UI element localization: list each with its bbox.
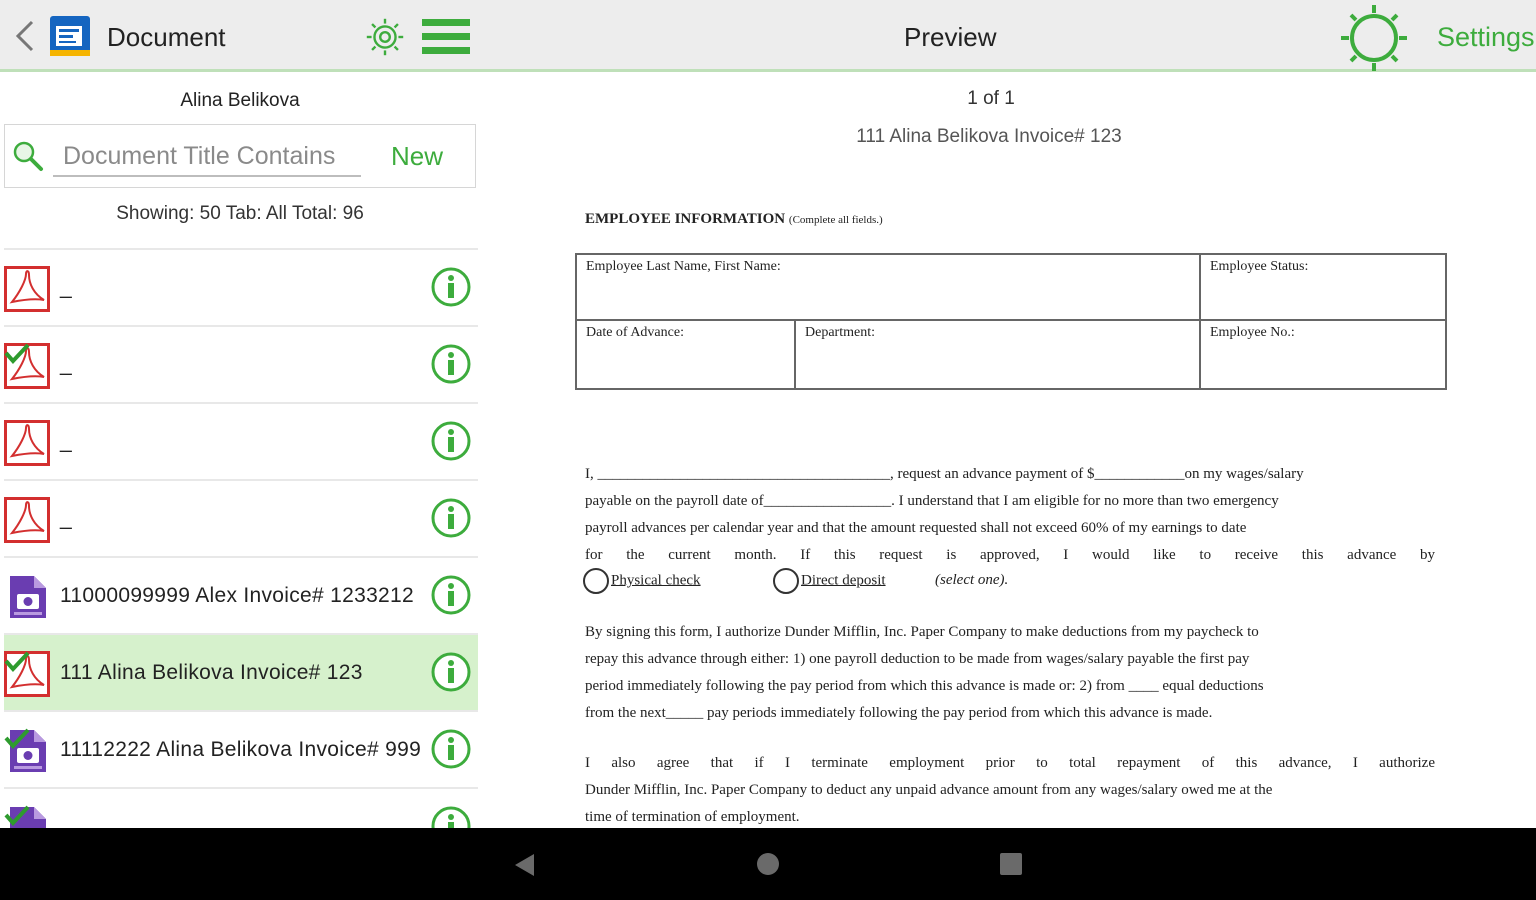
info-icon[interactable] (431, 575, 471, 615)
top-app-bar (0, 0, 1536, 72)
field-employee-no: Employee No.: (1210, 325, 1295, 340)
new-document-button[interactable]: New (391, 141, 444, 171)
list-item[interactable] (4, 325, 478, 402)
list-item-title: 11000099999 Alex Invoice# 1233212 (60, 584, 414, 607)
employee-info-table (575, 253, 1447, 390)
paragraph-authorization (585, 619, 1435, 727)
field-employee-status: Employee Status: (1201, 255, 1445, 321)
para1-line4: for the current month. If this request is approved, I would like to receive this advance by (585, 547, 1435, 563)
pdf-icon (4, 420, 50, 466)
option-direct-label: Direct deposit (801, 572, 886, 589)
app-title: Document (107, 22, 226, 52)
field-date-of-advance: Date of Advance: (577, 321, 796, 388)
option-physical-check[interactable] (583, 568, 701, 594)
search-input[interactable] (53, 137, 361, 177)
section-heading (585, 211, 883, 228)
pdf-checked-icon (4, 651, 50, 697)
option-direct-deposit[interactable] (773, 568, 886, 594)
list-item[interactable] (4, 710, 478, 787)
page-indicator: 1 of 1 (967, 88, 1015, 109)
hamburger-menu-icon[interactable] (422, 18, 470, 56)
para1-line1: I, _______________________________________, request an advance payment of $____________on my wages/salary (585, 466, 1304, 482)
list-item-title: _ (60, 276, 72, 299)
pdf-icon (4, 497, 50, 543)
search-icon (11, 139, 45, 173)
back-chevron-icon[interactable] (12, 18, 38, 54)
list-item[interactable] (4, 402, 478, 479)
search-bar (4, 124, 476, 188)
document-app-icon (48, 14, 92, 58)
option-note: (select one). (935, 572, 1009, 588)
list-item-selected[interactable] (4, 633, 478, 710)
preview-doc-title-wrap (480, 126, 1536, 148)
list-item-title: _ (60, 430, 72, 453)
image-file-icon (4, 574, 50, 620)
para2-line4: from the next_____ pay periods immediately following the pay period from which this advance is made. (585, 705, 1213, 721)
para2-line1: By signing this form, I authorize Dunder Mifflin, Inc. Paper Company to make deductions from my paycheck to (585, 624, 1259, 640)
paragraph-termination (585, 750, 1435, 828)
list-item[interactable] (4, 556, 478, 633)
pdf-icon (4, 266, 50, 312)
page-indicator-wrap (480, 88, 1536, 110)
field-department: Department: (796, 321, 1201, 388)
field-employee-name: Employee Last Name, First Name: (577, 255, 1201, 321)
preview-doc-title: 111 Alina Belikova Invoice# 123 (856, 126, 1122, 147)
payment-options (583, 568, 1433, 598)
para3-line2: Dunder Mifflin, Inc. Paper Company to deduct any unpaid advance amount from any wages/salary owed me at the (585, 782, 1273, 798)
section-heading-text: EMPLOYEE INFORMATION (585, 211, 786, 227)
para3-line1: I also agree that if I terminate employment prior to total repayment of this advance, I authorize (585, 755, 1435, 771)
info-icon[interactable] (431, 344, 471, 384)
image-file-checked-icon (4, 728, 50, 774)
list-item[interactable] (4, 479, 478, 556)
info-icon[interactable] (431, 806, 471, 828)
preview-panel (480, 75, 1536, 828)
info-icon[interactable] (431, 267, 471, 307)
para2-line2: repay this advance through either: 1) one payroll deduction to be made from wages/salary payable the first pay (585, 651, 1250, 667)
user-name: Alina Belikova (180, 90, 300, 111)
preview-title: Preview (904, 22, 997, 52)
showing-summary: Showing: 50 Tab: All Total: 96 (116, 203, 364, 224)
list-item[interactable] (4, 248, 478, 325)
list-item-title: 11112222 Alina Belikova Invoice# 999 (60, 738, 422, 761)
radio-direct-deposit[interactable] (773, 568, 799, 594)
list-item-title: _ (60, 507, 72, 530)
para2-line3: period immediately following the pay period from which this advance is made or: 2) from ____ equal deductions (585, 678, 1264, 694)
radio-physical-check[interactable] (583, 568, 609, 594)
system-nav-bar (0, 828, 1536, 900)
settings-link[interactable]: Settings (1437, 22, 1535, 52)
info-icon[interactable] (431, 498, 471, 538)
option-physical-label: Physical check (611, 572, 701, 589)
image-file-checked-icon (4, 805, 50, 828)
para1-line3: payroll advances per calendar year and that the amount requested shall not exceed 60% of my earnings to date (585, 520, 1247, 536)
pdf-checked-icon (4, 343, 50, 389)
list-item[interactable] (4, 787, 478, 828)
nav-back-icon[interactable] (512, 852, 538, 878)
info-icon[interactable] (431, 652, 471, 692)
para3-line3: time of termination of employment. (585, 809, 800, 825)
nav-home-icon[interactable] (757, 853, 779, 875)
document-list-panel (0, 75, 480, 828)
nav-recents-icon[interactable] (1000, 853, 1022, 875)
document-list (4, 248, 478, 828)
gear-icon[interactable] (362, 14, 408, 60)
info-icon[interactable] (431, 729, 471, 769)
list-item-title: 111 Alina Belikova Invoice# 123 (60, 661, 363, 684)
section-note: (Complete all fields.) (788, 214, 883, 226)
para1-line2: payable on the payroll date of_________________. I understand that I am eligible for no more than two emergency (585, 493, 1279, 509)
paragraph-request (585, 461, 1435, 569)
list-item-title: _ (60, 353, 72, 376)
info-icon[interactable] (431, 421, 471, 461)
settings-gear-icon[interactable] (1332, 2, 1416, 74)
